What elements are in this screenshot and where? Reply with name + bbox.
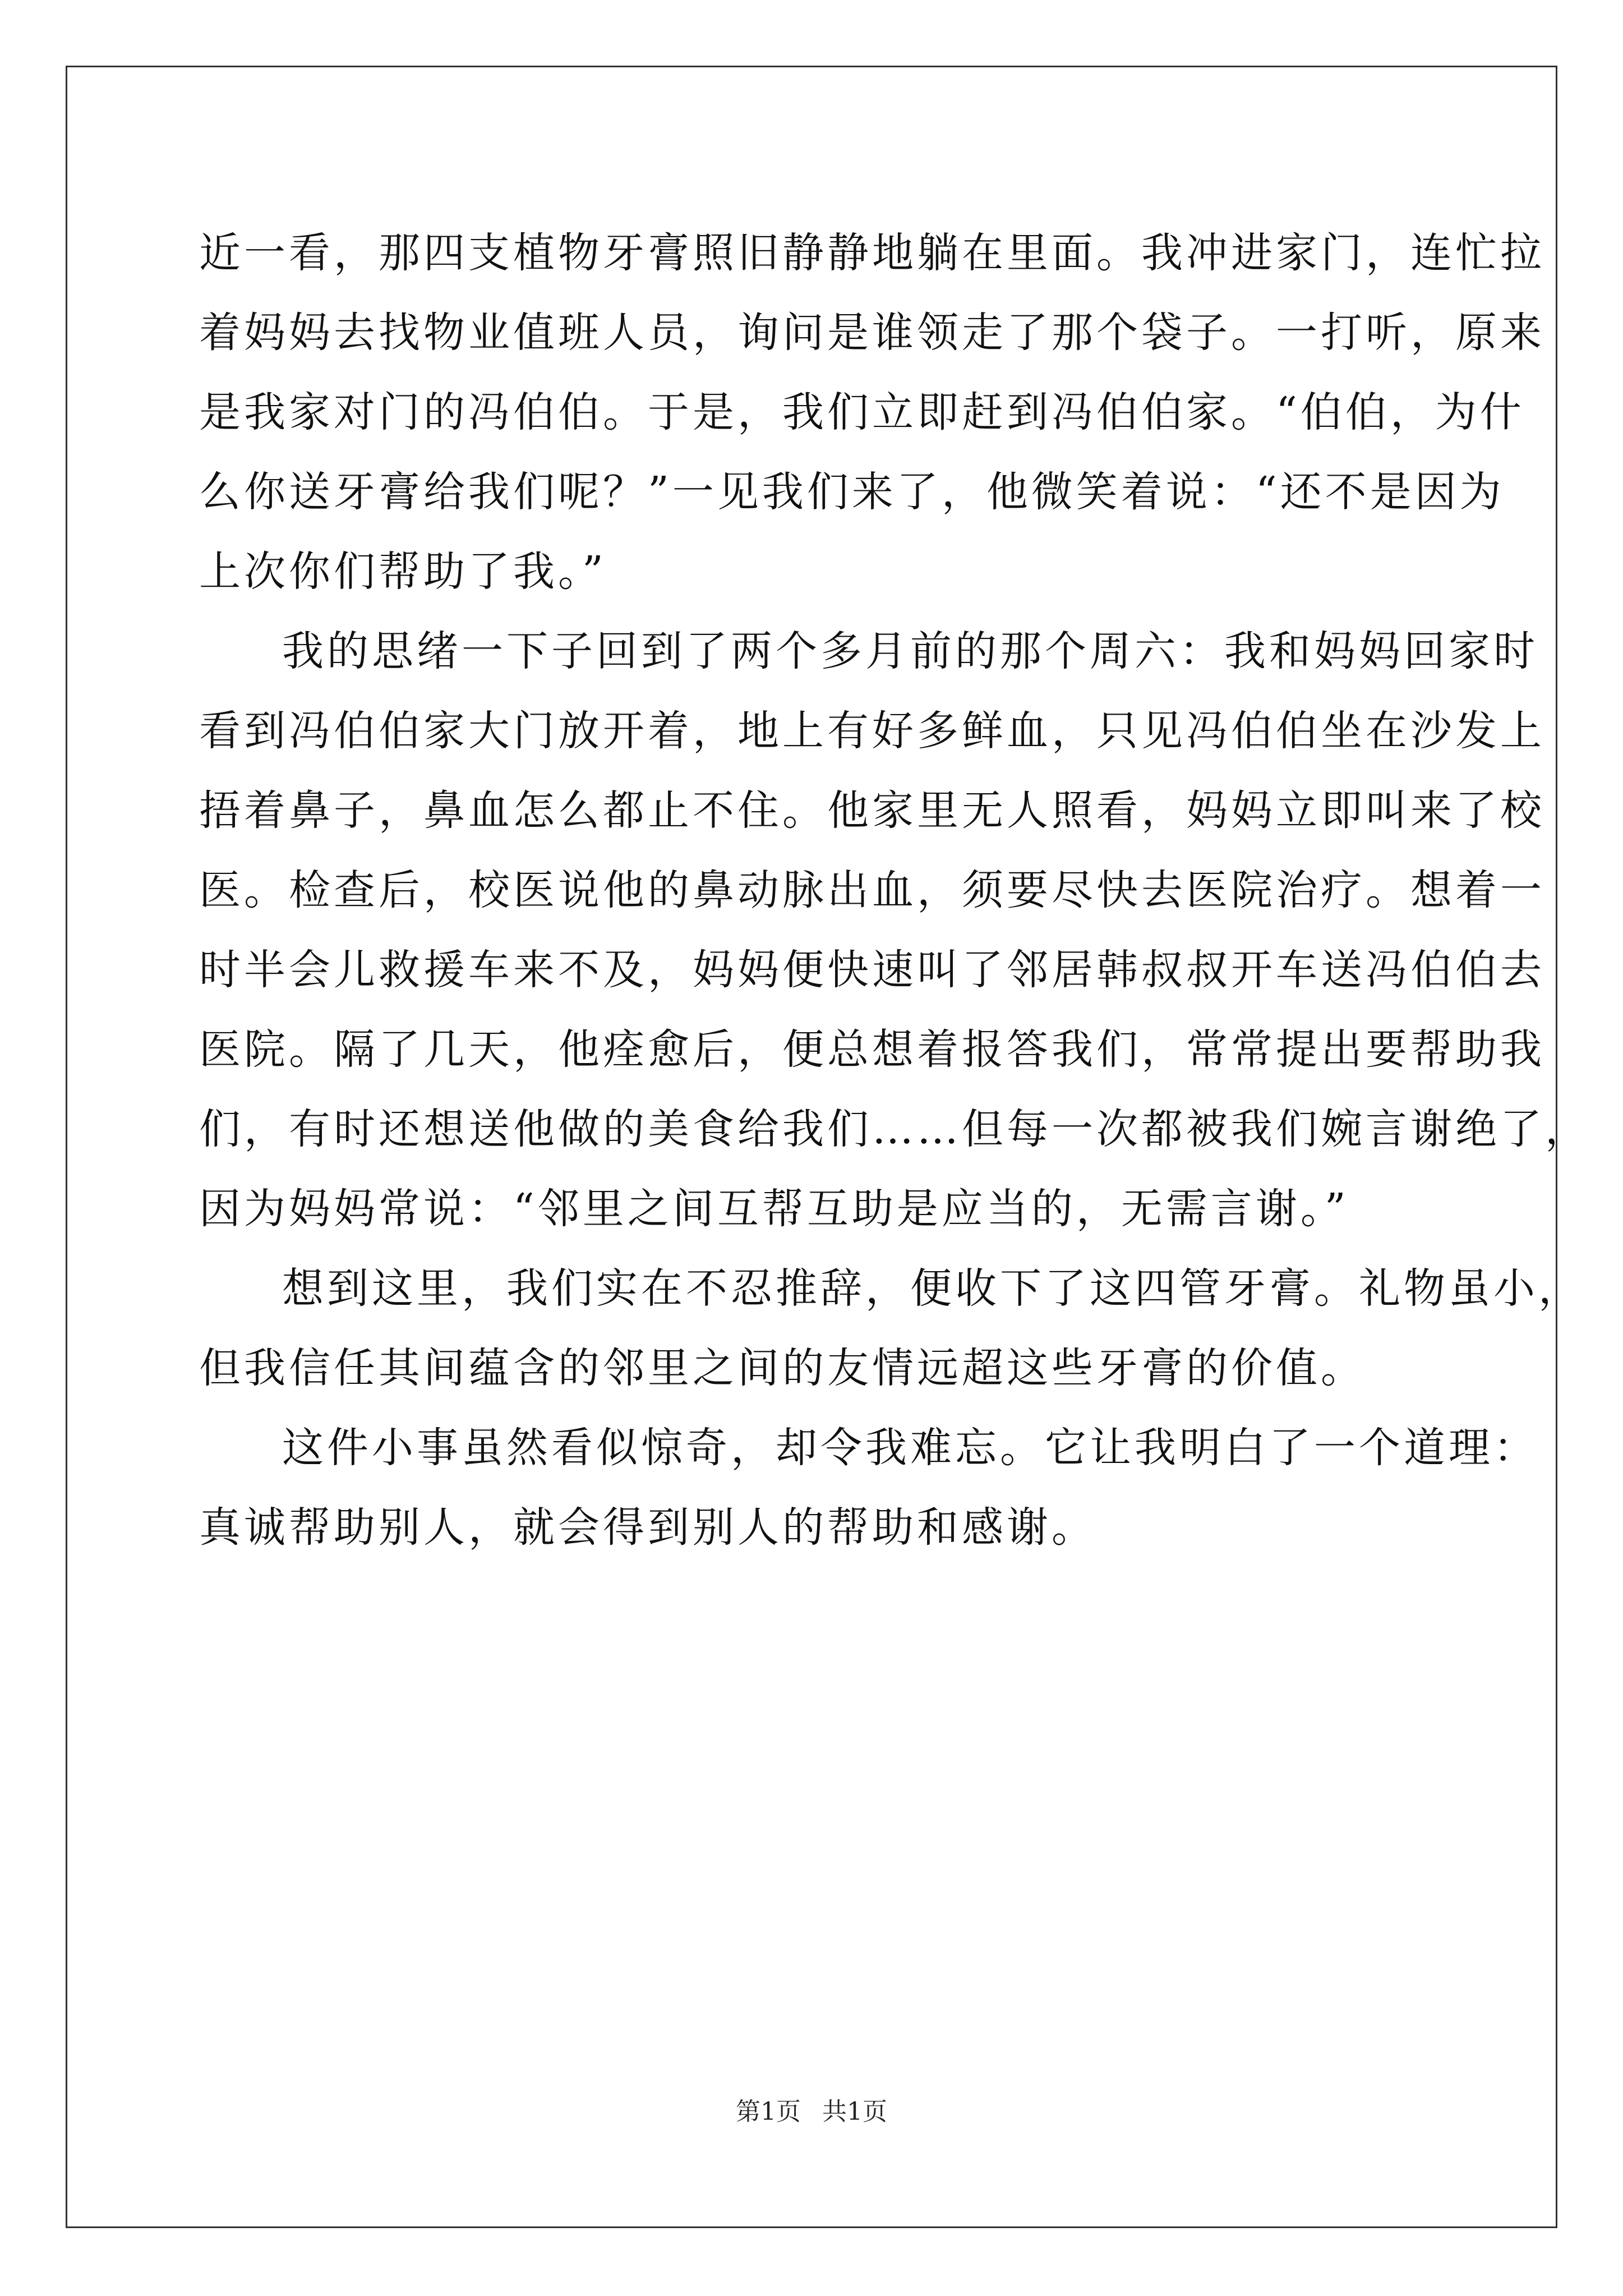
text-line: 医。检查后，校医说他的鼻动脉出血，须要尽快去医院治疗。想着一 bbox=[199, 866, 1545, 914]
text-line: 们，有时还想送他做的美食给我们……但每一次都被我们婉言谢绝了， bbox=[199, 1105, 1590, 1153]
text-line: 因为妈妈常说：“邻里之间互帮互助是应当的，无需言谢。” bbox=[199, 1185, 1349, 1233]
text-line: 这件小事虽然看似惊奇，却令我难忘。它让我明白了一个道理： bbox=[282, 1424, 1538, 1472]
text-line: 看到冯伯伯家大门放开着，地上有好多鲜血，只见冯伯伯坐在沙发上 bbox=[199, 707, 1545, 755]
text-line: 时半会儿救援车来不及，妈妈便快速叫了邻居韩叔叔开车送冯伯伯去 bbox=[199, 946, 1545, 994]
text-line: 想到这里，我们实在不忍推辞，便收下了这四管牙膏。礼物虽小， bbox=[282, 1264, 1583, 1313]
text-line: 真诚帮助别人，就会得到别人的帮助和感谢。 bbox=[199, 1503, 1096, 1552]
text-line: 么你送牙膏给我们呢？”一见我们来了，他微笑着说：“还不是因为 bbox=[199, 468, 1505, 516]
text-line: 着妈妈去找物业值班人员，询问是谁领走了那个袋子。一打听，原来 bbox=[199, 309, 1545, 357]
text-line: 但我信任其间蕴含的邻里之间的友情远超这些牙膏的价值。 bbox=[199, 1344, 1366, 1392]
page-number: 第1页 bbox=[736, 2097, 801, 2126]
text-line: 是我家对门的冯伯伯。于是，我们立即赶到冯伯伯家。“伯伯，为什 bbox=[199, 388, 1525, 436]
text-line: 近一看，那四支植物牙膏照旧静静地躺在里面。我冲进家门，连忙拉 bbox=[199, 229, 1545, 277]
text-line: 上次你们帮助了我。” bbox=[199, 547, 607, 596]
text-line: 医院。隔了几天，他痊愈后，便总想着报答我们，常常提出要帮助我 bbox=[199, 1025, 1545, 1074]
text-line: 捂着鼻子，鼻血怎么都止不住。他家里无人照看，妈妈立即叫来了校 bbox=[199, 786, 1545, 835]
document-body bbox=[199, 213, 1590, 1567]
text-line: 我的思绪一下子回到了两个多月前的那个周六：我和妈妈回家时 bbox=[282, 627, 1538, 675]
page-total: 共1页 bbox=[822, 2097, 887, 2126]
page-footer bbox=[0, 2095, 1623, 2129]
